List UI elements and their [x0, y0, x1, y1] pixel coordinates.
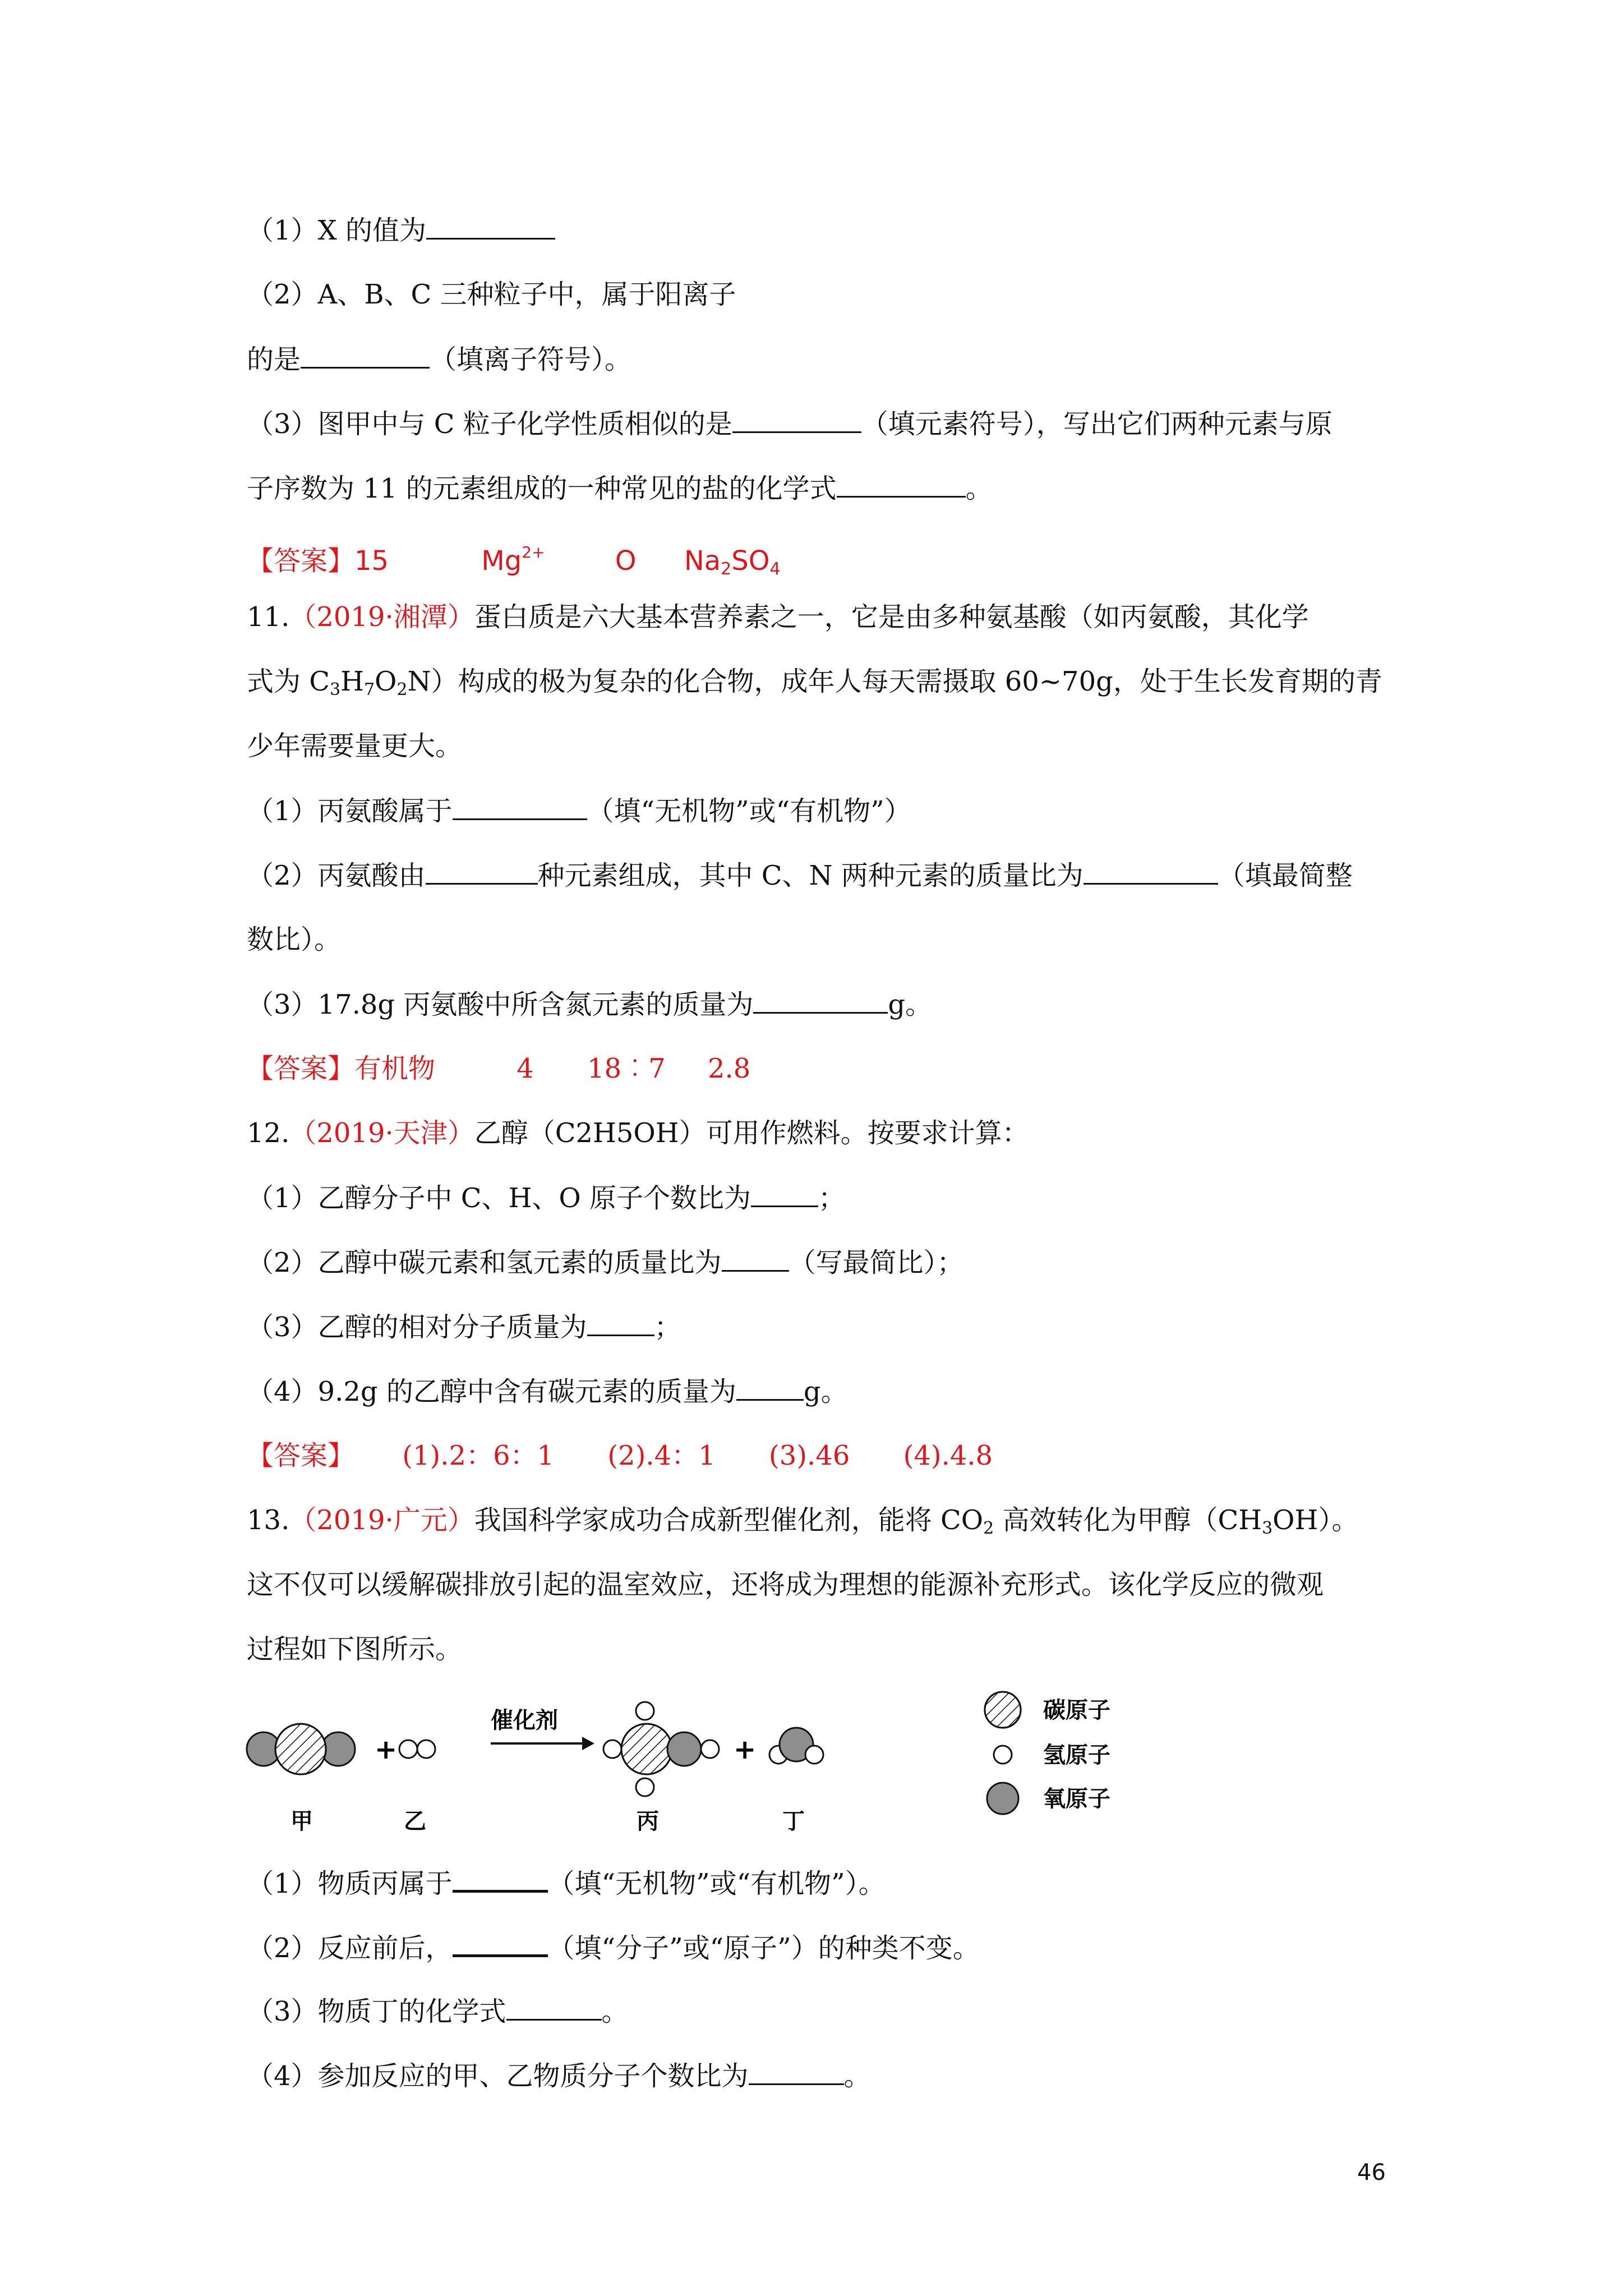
label-ding: 丁 [782, 1809, 805, 1834]
question-source: （2019·湘潭） [289, 601, 474, 633]
answer-value: (1).2：6：1 [402, 1440, 555, 1471]
answer-value: (3).46 [769, 1440, 850, 1471]
hydrogen-atom [994, 1746, 1012, 1764]
blank [722, 1245, 789, 1272]
plus-sign: + [734, 1734, 757, 1765]
question-source: （2019·广元） [289, 1504, 474, 1536]
arrow-head-icon [582, 1737, 594, 1750]
question-number: 13. [247, 1504, 290, 1536]
q13-stem-cont: 这不仅可以缓解碳排放引起的温室效应，还将成为理想的能源补充形式。该化学反应的微观 [247, 1569, 1324, 1600]
blank [751, 1181, 818, 1207]
blank [587, 1310, 654, 1336]
q11-part2: （2）丙氨酸由 种元素组成，其中 C、N 两种元素的质量比为 （填最简整 [247, 858, 1353, 892]
molecule-yi [399, 1740, 435, 1758]
label-jia: 甲 [291, 1809, 313, 1834]
question-number: 12. [247, 1117, 290, 1149]
q12-part4: （4）9.2g 的乙醇中含有碳元素的质量为 g。 [247, 1374, 848, 1409]
answer-value: 2.8 [708, 1053, 751, 1084]
question-number: 11. [247, 601, 290, 633]
answer-value: O [615, 545, 637, 577]
blank [753, 987, 888, 1014]
q11-stem-cont: 式为 $C_3H_7O_2N$）构成的极为复杂的化合物，成年人每天需摄取 60~70g，处于生长发育期的青 [247, 666, 1382, 700]
q11-stem-text: 蛋白质是六大基本营养素之一，它是由多种氨基酸（如丙氨酸，其化学 [474, 601, 1309, 633]
q12-stem-text: 乙醇（C2H5OH）可用作燃料。按要求计算： [474, 1117, 1029, 1149]
hydrogen-atom [603, 1740, 621, 1758]
blank [1083, 858, 1218, 885]
blank [736, 1374, 804, 1401]
q12-part1: （1）乙醇分子中 C、H、O 原子个数比为 ； [247, 1181, 845, 1215]
label-yi: 乙 [404, 1809, 426, 1834]
answer-value: 15 [354, 545, 389, 577]
q10-part2: （2）A、B、C 三种粒子中，属于阳离子 [247, 279, 736, 310]
hydrogen-atom [701, 1740, 719, 1758]
hydrogen-atom [399, 1740, 417, 1758]
question-source: （2019·天津） [289, 1117, 474, 1149]
q10-part3 [247, 407, 1332, 441]
label-bing: 丙 [637, 1809, 659, 1834]
q11-answer [247, 1052, 750, 1085]
answer-value: (2).4：1 [607, 1440, 716, 1471]
answer-label: 【答案】 [247, 1440, 355, 1471]
oxygen-atom [987, 1783, 1018, 1814]
q10-part2-cont [247, 342, 631, 376]
q11-part3: （3）17.8g 丙氨酸中所含氮元素的质量为 g。 [247, 987, 932, 1022]
q13-stem-cont2: 过程如下图所示。 [247, 1634, 463, 1665]
q11-part1: （1）丙氨酸属于 （填“无机物”或“有机物”） [247, 794, 911, 828]
answer-value: 4 [517, 1053, 534, 1084]
q10-part1-text: （1）X 的值为 [247, 215, 426, 246]
q10-part1 [247, 213, 555, 247]
q12-part2: （2）乙醇中碳元素和氢元素的质量比为 （写最简比）； [247, 1245, 964, 1280]
period: 。 [965, 473, 993, 504]
reaction-diagram [236, 1677, 1161, 1857]
blank [426, 858, 538, 885]
answer-value: $Na_2SO_4$ [684, 545, 781, 579]
q13-part1: （1）物质丙属于 （填“无机物”或“有机物”）。 [247, 1865, 886, 1901]
q11-stem-cont2: 少年需要量更大。 [247, 730, 463, 762]
q13-part3: （3）物质丁的化学式 。 [247, 1994, 629, 2028]
answer-label: 【答案】 [247, 545, 355, 577]
answer-value: (4).4.8 [903, 1440, 993, 1471]
answer-value: $Mg^{2+}$ [481, 543, 545, 577]
blank [301, 342, 430, 369]
q10-part2-text: 的是 [247, 344, 301, 375]
molecule-ding [769, 1728, 823, 1764]
q10-answer [247, 536, 781, 586]
oxygen-atom [667, 1732, 701, 1766]
q12-answer [247, 1439, 993, 1473]
hydrogen-atom [805, 1746, 823, 1764]
q10-part3-text: （3）图甲中与 C 粒子化学性质相似的是 [247, 408, 732, 440]
q12-stem [247, 1116, 1029, 1150]
legend-hydrogen: 氢原子 [1043, 1742, 1110, 1768]
q10-part2-hint: （填离子符号）。 [430, 344, 632, 375]
blank [749, 2059, 844, 2085]
molecule-bing [603, 1702, 719, 1796]
legend-oxygen: 氧原子 [1043, 1786, 1110, 1812]
blank [837, 471, 966, 498]
q13-stem: 13.（2019·广元）我国科学家成功合成新型催化剂，能将 $CO_2$ 高效转化为甲醇$(CH_3OH)$。 [247, 1504, 1359, 1538]
plus-sign: + [375, 1734, 398, 1765]
blank [453, 1865, 548, 1893]
catalyst-label: 催化剂 [491, 1708, 558, 1733]
q11-stem [247, 600, 1309, 634]
blank [426, 213, 555, 240]
hydrogen-atom [636, 1778, 654, 1796]
hydrogen-atom [636, 1702, 654, 1720]
legend-carbon: 碳原子 [1043, 1697, 1110, 1723]
hydrogen-atom [417, 1740, 435, 1758]
blank [732, 407, 861, 433]
q10-part3-text2: 子序数为 11 的元素组成的一种常见的盐的化学式 [247, 473, 837, 504]
q12-part3: （3）乙醇的相对分子质量为 ； [247, 1310, 681, 1344]
answer-label: 【答案】 [247, 1053, 355, 1084]
q10-part3-cont [247, 471, 993, 505]
q13-part4: （4）参加反应的甲、乙物质分子个数比为 。 [247, 2059, 871, 2093]
legend [985, 1692, 1110, 1814]
blank [453, 794, 587, 820]
molecule-jia [247, 1724, 355, 1774]
q13-part2: （2）反应前后， （填“分子”或“原子”）的种类不变。 [247, 1930, 980, 1965]
q10-part3-hint: （填元素符号），写出它们两种元素与原 [861, 408, 1332, 440]
page-number: 46 [1357, 2160, 1386, 2185]
answer-value: 18︰7 [587, 1053, 666, 1084]
blank [506, 1994, 602, 2021]
blank [453, 1930, 548, 1957]
q11-part2-cont: 数比）。 [247, 924, 342, 955]
answer-value: 有机物 [354, 1053, 436, 1084]
